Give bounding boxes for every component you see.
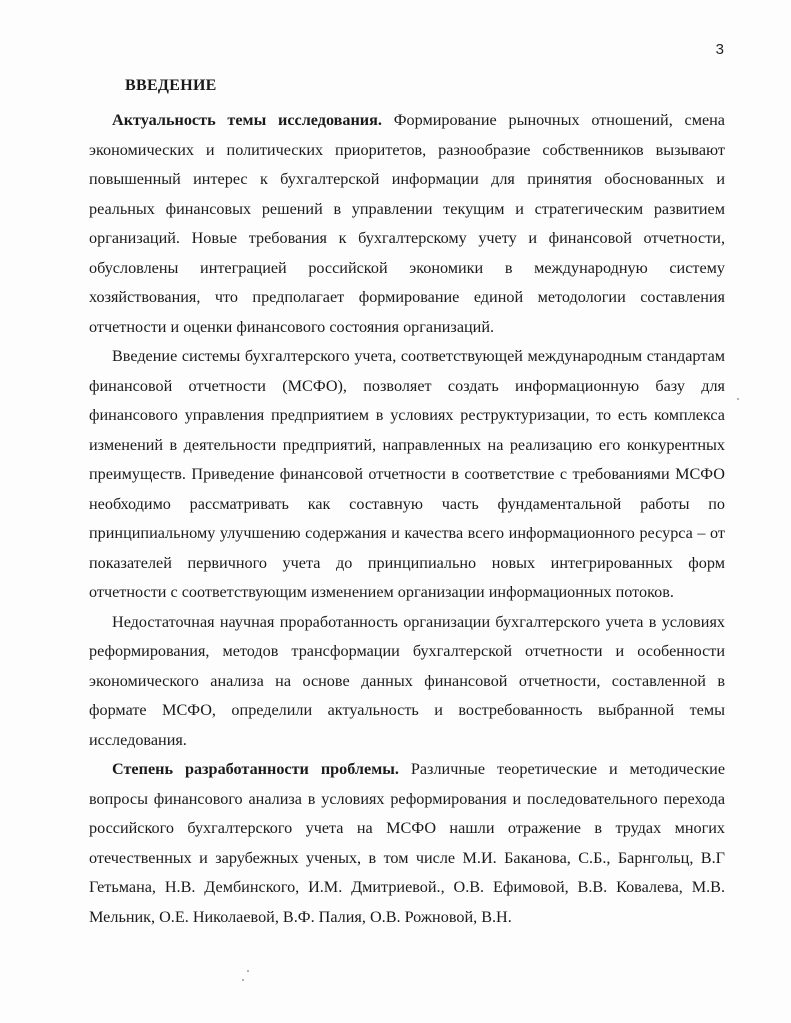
scan-speck: [247, 970, 249, 972]
paragraph-text: Различные теоретические и методические вопросы финансового анализа в условиях реформирования и последовательного перехода российского бухгалтерского учета на МСФО нашли отражение в трудах многих отечественных и зарубежных ученых, в том числе М.И. Баканова, С.Б., Барнгольц, В.Г Гетьмана, Н.В. Дембинского, И.М. Дмитриевой., О.В. Ефимовой, В.В. Ковалева, М.В. Мельник, О.Е. Николаевой, В.Ф. Палия, О.В. Рожновой, В.Н.: [89, 760, 725, 926]
paragraph-relevance: [89, 106, 725, 342]
scan-speck: [737, 398, 739, 400]
paragraph-text: Недостаточная научная проработанность организации бухгалтерского учета в условиях реформирования, методов трансформации бухгалтерской отчетности и особенности экономического анализа на основе данных финансовой отчетности, составленной в формате МСФО, определили актуальность и востребованность выбранной темы исследования.: [89, 612, 725, 749]
scan-speck: [242, 979, 244, 981]
paragraph-lead: Степень разработанности проблемы.: [112, 760, 399, 778]
body-text: [89, 106, 725, 932]
section-heading: ВВЕДЕНИЕ: [125, 77, 217, 94]
paragraph-insufficient-research: [89, 608, 725, 756]
paragraph-lead: Актуальность темы исследования.: [112, 111, 382, 129]
paragraph-ifrs-system: [89, 342, 725, 608]
paragraph-problem-development: [89, 755, 725, 932]
page-number: 3: [715, 41, 724, 58]
paragraph-text: Введение системы бухгалтерского учета, соответствующей международным стандартам финансовой отчетности (МСФО), позволяет создать информационную базу для финансового управления предприятием в условиях реструктуризации, то есть комплекса изменений в деятельности предприятий, направленных на реализацию его конкурентных преимуществ. Приведение финансовой отчетности в соответствие с требованиями МСФО необходимо рассматривать как составную часть фундаментальной работы по принципиальному улучшению содержания и качества всего информационного ресурса – от показателей первичного учета до принципиально новых интегрированных форм отчетности с соответствующим изменением организации информационных потоков.: [89, 347, 725, 601]
paragraph-text: Формирование рыночных отношений, смена экономических и политических приоритетов, разнообразие собственников вызывают повышенный интерес к бухгалтерской информации для принятия обоснованных и реальных финансовых решений в управлении текущим и стратегическим развитием организаций. Новые требования к бухгалтерскому учету и финансовой отчетности, обусловлены интеграцией российской экономики в международную систему хозяйствования, что предполагает формирование единой методологии составления отчетности и оценки финансового состояния организаций.: [89, 111, 725, 336]
